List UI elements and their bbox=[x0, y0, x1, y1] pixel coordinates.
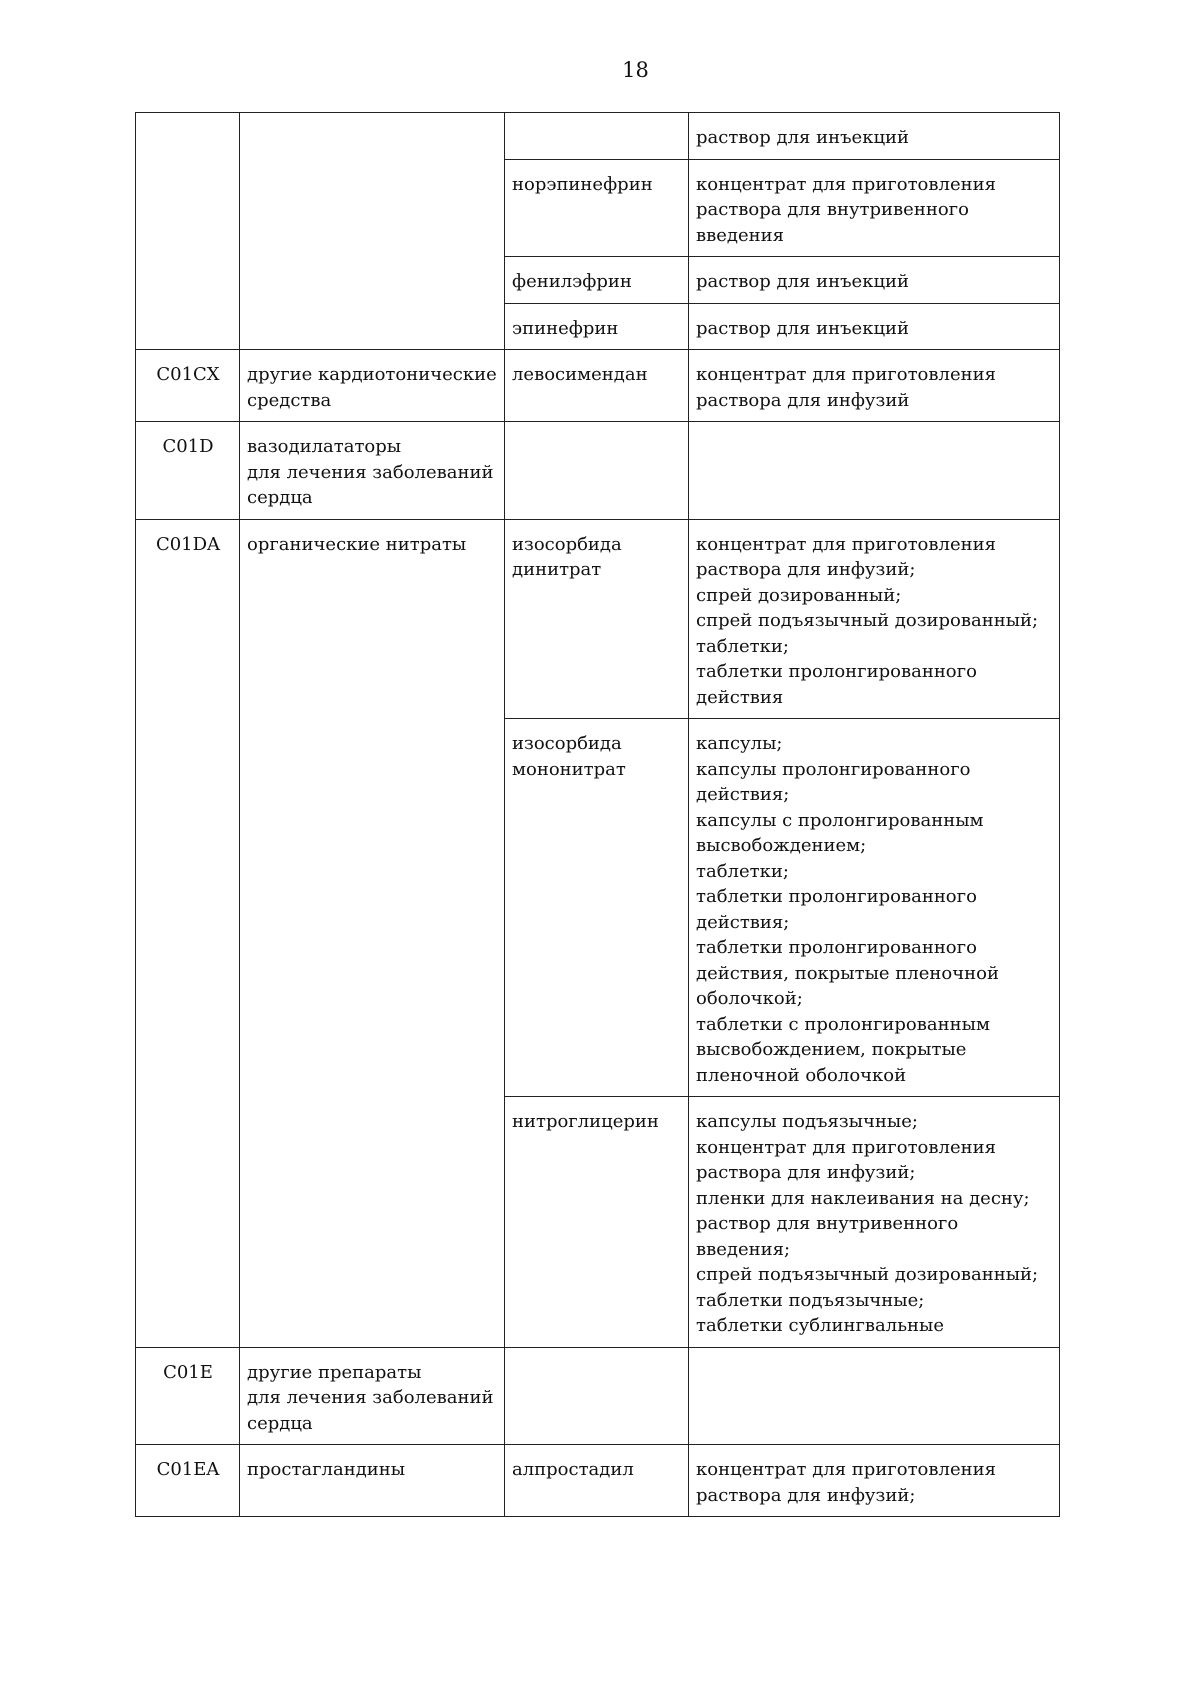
atc-code: C01D bbox=[162, 436, 214, 457]
dosage-form-line: таблетки; bbox=[696, 635, 789, 657]
dosage-form-line: таблетки пролонгированного bbox=[696, 937, 977, 958]
group-cell bbox=[240, 422, 505, 520]
dosage-form-line: раствор для внутривенного bbox=[696, 1213, 959, 1234]
drug-name-line: норэпинефрин bbox=[512, 173, 653, 195]
table-row bbox=[136, 113, 1060, 160]
dosage-form-cell bbox=[689, 113, 1060, 160]
group-name-line: простагландины bbox=[247, 1459, 406, 1480]
group-name-line: другие препараты bbox=[247, 1361, 422, 1383]
dosage-form-line: таблетки сублингвальные bbox=[696, 1315, 944, 1336]
dosage-form-line: спрей дозированный; bbox=[696, 584, 902, 606]
atc-code-cell bbox=[136, 422, 240, 520]
atc-code: C01CX bbox=[156, 364, 220, 385]
dosage-form-cell bbox=[689, 1445, 1060, 1517]
dosage-form-line: раствор для инъекций bbox=[696, 127, 910, 148]
drug-cell bbox=[505, 1445, 689, 1517]
table-row bbox=[136, 422, 1060, 520]
dosage-form-line: таблетки пролонгированного bbox=[696, 661, 977, 682]
atc-code-cell bbox=[136, 1445, 240, 1517]
group-name-line: сердца bbox=[247, 1412, 313, 1434]
dosage-form-line: пленочной оболочкой bbox=[696, 1064, 907, 1086]
dosage-form-line: таблетки подъязычные; bbox=[696, 1289, 925, 1311]
drug-cell bbox=[505, 719, 689, 1097]
dosage-form-line: концентрат для приготовления bbox=[696, 173, 996, 195]
group-name-line: другие кардиотонические bbox=[247, 364, 497, 385]
drug-table bbox=[135, 112, 1060, 1517]
group-name-line: органические нитраты bbox=[247, 533, 467, 555]
dosage-form-line: действия, покрытые пленочной bbox=[696, 962, 999, 984]
group-name-line: вазодилататоры bbox=[247, 436, 402, 457]
drug-name-line: динитрат bbox=[512, 559, 602, 580]
dosage-form-line: таблетки с пролонгированным bbox=[696, 1013, 990, 1035]
drug-name-line: алпростадил bbox=[512, 1459, 634, 1480]
dosage-form-cell bbox=[689, 719, 1060, 1097]
dosage-form-line: высвобождением; bbox=[696, 835, 867, 856]
dosage-form-line: капсулы пролонгированного bbox=[696, 758, 971, 780]
dosage-form-line: раствора для инфузий; bbox=[696, 1484, 916, 1506]
group-name-line: для лечения заболеваний bbox=[247, 461, 494, 483]
dosage-form-line: концентрат для приготовления bbox=[696, 533, 996, 555]
atc-code: C01EA bbox=[156, 1459, 220, 1480]
group-cell bbox=[240, 350, 505, 422]
dosage-form-cell bbox=[689, 159, 1060, 257]
atc-code-cell bbox=[136, 1347, 240, 1445]
dosage-form-line: высвобождением, покрытые bbox=[696, 1039, 967, 1060]
dosage-form-line: спрей подъязычный дозированный; bbox=[696, 610, 1039, 631]
table-row bbox=[136, 1445, 1060, 1517]
drug-cell bbox=[505, 257, 689, 304]
dosage-form-line: концентрат для приготовления bbox=[696, 364, 996, 385]
drug-name-line: левосимендан bbox=[512, 364, 648, 385]
dosage-form-line: таблетки; bbox=[696, 860, 789, 882]
table-row bbox=[136, 1347, 1060, 1445]
drug-name-line: изосорбида bbox=[512, 533, 622, 555]
dosage-form-line: таблетки пролонгированного bbox=[696, 886, 977, 907]
dosage-form-cell bbox=[689, 1097, 1060, 1348]
group-cell bbox=[240, 519, 505, 1347]
atc-code-cell bbox=[136, 113, 240, 350]
page-number: 18 bbox=[622, 58, 649, 82]
group-cell bbox=[240, 1347, 505, 1445]
atc-code: C01DA bbox=[155, 533, 221, 555]
drug-cell bbox=[505, 159, 689, 257]
drug-name-line: эпинефрин bbox=[512, 317, 619, 339]
drug-name-line: мононитрат bbox=[512, 758, 626, 780]
dosage-form-line: капсулы; bbox=[696, 733, 783, 754]
dosage-form-line: раствор для инъекций bbox=[696, 317, 910, 339]
drug-cell bbox=[505, 303, 689, 350]
dosage-form-line: оболочкой; bbox=[696, 988, 803, 1009]
dosage-form-line: пленки для наклеивания на десну; bbox=[696, 1187, 1030, 1209]
dosage-form-line: действия; bbox=[696, 911, 790, 933]
dosage-form-line: раствор для инъекций bbox=[696, 271, 910, 292]
dosage-form-line: раствора для инфузий; bbox=[696, 1162, 916, 1183]
dosage-form-line: спрей подъязычный дозированный; bbox=[696, 1264, 1039, 1285]
drug-cell bbox=[505, 422, 689, 520]
dosage-form-cell bbox=[689, 519, 1060, 719]
drug-cell bbox=[505, 350, 689, 422]
drug-cell bbox=[505, 113, 689, 160]
group-name-line: для лечения заболеваний bbox=[247, 1387, 494, 1408]
group-cell bbox=[240, 1445, 505, 1517]
dosage-form-line: капсулы подъязычные; bbox=[696, 1111, 918, 1132]
drug-cell bbox=[505, 519, 689, 719]
table-row bbox=[136, 519, 1060, 719]
dosage-form-line: действия bbox=[696, 686, 784, 708]
atc-code: C01E bbox=[163, 1361, 213, 1383]
drug-name-line: изосорбида bbox=[512, 733, 622, 754]
dosage-form-line: раствора для инфузий; bbox=[696, 559, 916, 580]
dosage-form-line: раствора для инфузий bbox=[696, 389, 910, 411]
dosage-form-line: капсулы с пролонгированным bbox=[696, 809, 984, 831]
dosage-form-line: концентрат для приготовления bbox=[696, 1136, 996, 1158]
drug-cell bbox=[505, 1347, 689, 1445]
atc-code-cell bbox=[136, 519, 240, 1347]
dosage-form-cell bbox=[689, 422, 1060, 520]
drug-cell bbox=[505, 1097, 689, 1348]
dosage-form-line: концентрат для приготовления bbox=[696, 1459, 996, 1480]
table-row bbox=[136, 350, 1060, 422]
dosage-form-line: введения; bbox=[696, 1238, 791, 1260]
dosage-form-cell bbox=[689, 303, 1060, 350]
dosage-form-line: введения bbox=[696, 224, 785, 246]
group-name-line: средства bbox=[247, 389, 332, 411]
dosage-form-line: раствора для внутривенного bbox=[696, 199, 969, 220]
dosage-form-cell bbox=[689, 1347, 1060, 1445]
dosage-form-cell bbox=[689, 350, 1060, 422]
dosage-form-line: действия; bbox=[696, 784, 790, 805]
atc-code-cell bbox=[136, 350, 240, 422]
drug-name-line: нитроглицерин bbox=[512, 1111, 659, 1132]
dosage-form-cell bbox=[689, 257, 1060, 304]
drug-name-line: фенилэфрин bbox=[512, 271, 632, 292]
group-cell bbox=[240, 113, 505, 350]
group-name-line: сердца bbox=[247, 487, 313, 508]
